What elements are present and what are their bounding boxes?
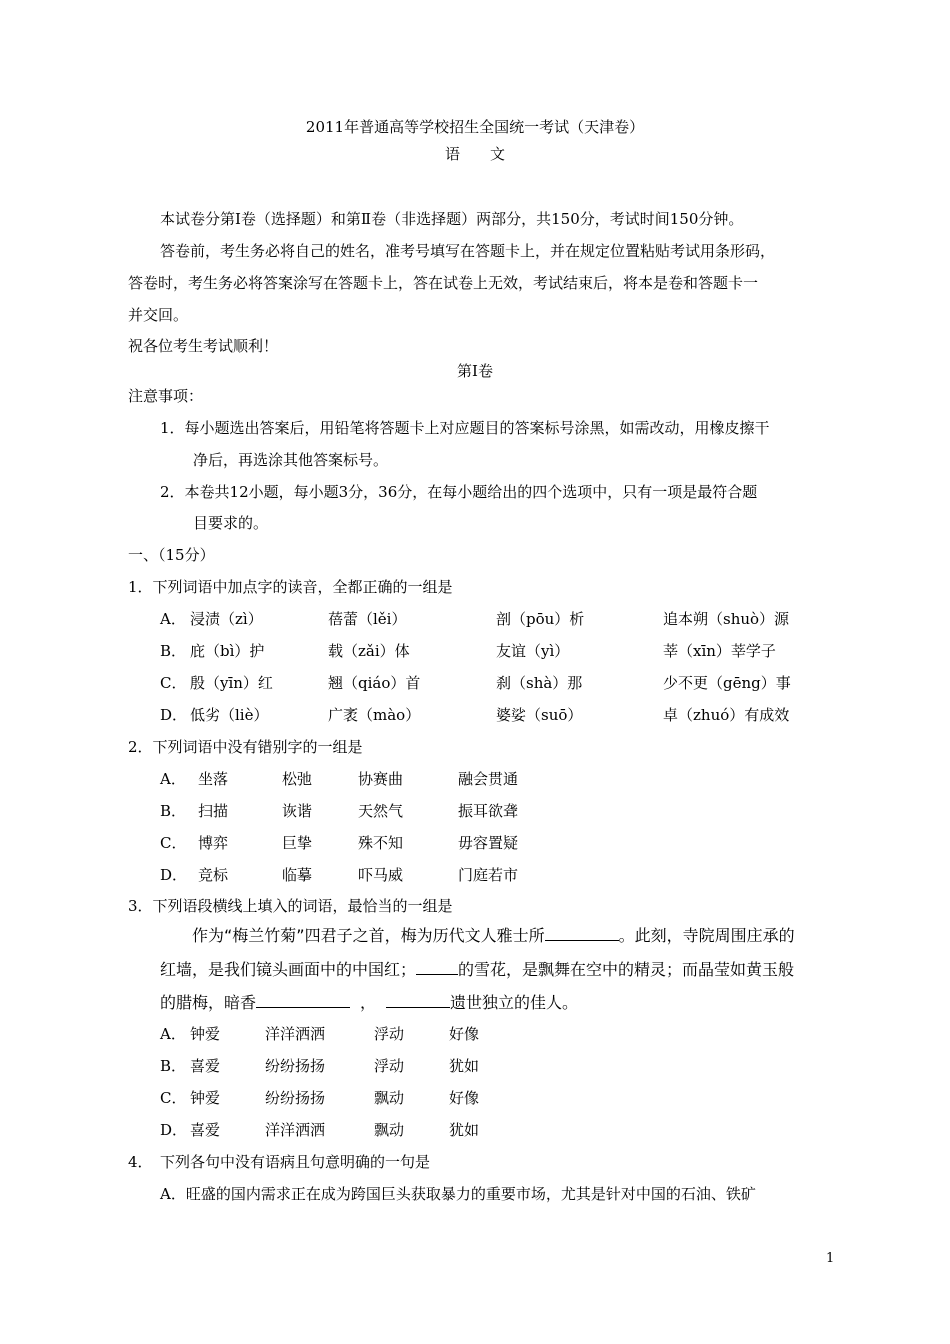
passage-text: 红墙，是我们镜头画面中的中国红； (160, 960, 417, 979)
option-cell: 纷纷扬扬 (265, 1089, 326, 1107)
option-cell: 协赛曲 (358, 770, 404, 788)
option-cell: 追本朔（shuò）源 (663, 610, 790, 628)
option-cell: 好像 (449, 1025, 480, 1043)
option-cell: 好像 (449, 1089, 480, 1107)
question-3-passage-line-1 (192, 924, 795, 946)
option-cell: 毋容置疑 (458, 834, 519, 852)
option-cell: 浮动 (374, 1025, 405, 1043)
option-cell: 钟爱 (190, 1025, 221, 1043)
question-4-stem: 4． 下列各句中没有语病且句意明确的一句是 (128, 1153, 431, 1171)
option-cell: 莘（xīn）莘学子 (663, 642, 776, 660)
intro-paragraph-2-line-1: 答卷前，考生务必将自己的姓名，准考号填写在答题卡上，并在规定位置粘贴考试用条形码， (160, 242, 776, 260)
option-cell: 振耳欲聋 (458, 802, 519, 820)
option-label: A． (160, 610, 186, 628)
option-cell: 喜爱 (190, 1121, 221, 1139)
page-title: 2011年普通高等学校招生全国统一考试（天津卷） (305, 118, 645, 136)
answer-blank-4 (386, 991, 450, 1008)
option-cell: 纷纷扬扬 (265, 1057, 326, 1075)
question-2-stem: 2．下列词语中没有错别字的一组是 (128, 738, 363, 756)
passage-text: 的腊梅，暗香 (160, 993, 257, 1012)
note-2-line-2: 目要求的。 (193, 514, 269, 532)
question-1-stem: 1．下列词语中加点字的读音，全都正确的一组是 (128, 578, 453, 596)
passage-text: 。此刻，寺院周围庄承的 (618, 926, 795, 945)
option-cell: 犹如 (449, 1057, 480, 1075)
option-cell: 吓马威 (358, 866, 404, 884)
question-4-option-a: A．旺盛的国内需求正在成为跨国巨头获取暴力的重要市场，尤其是针对中国的石油、铁矿 (160, 1185, 756, 1203)
option-cell: 扫描 (198, 802, 229, 820)
option-label: D． (160, 706, 188, 724)
option-cell: 浮动 (374, 1057, 405, 1075)
option-label: C． (160, 834, 187, 852)
option-cell: 低劣（liè） (190, 706, 269, 724)
option-label: A． (160, 770, 186, 788)
option-cell: 庇（bì）护 (190, 642, 265, 660)
option-cell: 博弈 (198, 834, 229, 852)
intro-paragraph-2-line-2: 答卷时，考生务必将答案涂写在答题卡上，答在试卷上无效，考试结束后，将本是卷和答题卡一 (128, 274, 759, 292)
question-3-passage-line-3 (160, 991, 578, 1013)
option-cell: 门庭若市 (458, 866, 519, 884)
option-cell: 钟爱 (190, 1089, 221, 1107)
option-label: B． (160, 802, 187, 820)
option-cell: 诙谐 (282, 802, 313, 820)
answer-blank-1 (545, 924, 619, 941)
option-cell: 松弛 (282, 770, 313, 788)
good-luck-line: 祝各位考生考试顺利！ (128, 337, 279, 355)
option-label: C． (160, 674, 187, 692)
option-cell: 洋洋洒洒 (265, 1121, 326, 1139)
passage-text: 的雪花，是飘舞在空中的精灵；而晶莹如黄玉般 (458, 960, 795, 979)
passage-text: 遗世独立的佳人。 (450, 993, 579, 1012)
answer-blank-2 (416, 958, 458, 975)
option-cell: 友谊（yì） (496, 642, 570, 660)
option-cell: 翘（qiáo）首 (328, 674, 421, 692)
option-cell: 临摹 (282, 866, 313, 884)
option-cell: 婆娑（suō） (496, 706, 583, 724)
note-1-line-2: 净后，再选涂其他答案标号。 (193, 451, 389, 469)
option-cell: 浸渍（zì） (190, 610, 263, 628)
subject-title: 语 文 (444, 145, 505, 163)
passage-text: 作为“梅兰竹菊”四君子之首，梅为历代文人雅士所 (192, 926, 545, 945)
option-label: B． (160, 642, 187, 660)
option-cell: 坐落 (198, 770, 229, 788)
question-3-passage-line-2 (160, 958, 794, 980)
option-cell: 巨挚 (282, 834, 313, 852)
option-label: D． (160, 866, 188, 884)
option-cell: 载（zǎi）体 (328, 642, 410, 660)
section-heading: 一、（15分） (128, 546, 215, 564)
option-cell: 飘动 (374, 1089, 405, 1107)
option-label: D． (160, 1121, 188, 1139)
option-label: A． (160, 1025, 186, 1043)
option-cell: 广袤（mào） (328, 706, 421, 724)
option-cell: 剖（pōu）析 (496, 610, 585, 628)
page-number: 1 (826, 1251, 835, 1266)
option-cell: 喜爱 (190, 1057, 221, 1075)
option-cell: 飘动 (374, 1121, 405, 1139)
option-cell: 蓓蕾（lěi） (328, 610, 407, 628)
notes-label: 注意事项： (128, 387, 204, 405)
answer-blank-3 (256, 991, 350, 1008)
option-cell: 卓（zhuó）有成效 (663, 706, 790, 724)
option-cell: 殷（yīn）红 (190, 674, 273, 692)
note-1-line-1: 1．每小题选出答案后，用铅笔将答题卡上对应题目的答案标号涂黑，如需改动，用橡皮擦干 (160, 419, 770, 437)
note-2-line-1: 2．本卷共12小题，每小题3分，36分，在每小题给出的四个选项中，只有一项是最符合题 (160, 483, 758, 501)
part-heading: 第Ⅰ卷 (457, 362, 493, 380)
option-cell: 少不更（gēng）事 (663, 674, 791, 692)
option-cell: 犹如 (449, 1121, 480, 1139)
intro-paragraph-1: 本试卷分第Ⅰ卷（选择题）和第Ⅱ卷（非选择题）两部分，共150分，考试时间150分钟。 (160, 210, 744, 228)
intro-paragraph-2-line-3: 并交回。 (128, 306, 189, 324)
option-label: B． (160, 1057, 187, 1075)
passage-text: ， (360, 993, 377, 1012)
option-cell: 融会贯通 (458, 770, 519, 788)
option-cell: 洋洋洒洒 (265, 1025, 326, 1043)
option-cell: 天然气 (358, 802, 404, 820)
question-3-stem: 3．下列语段横线上填入的词语，最恰当的一组是 (128, 897, 453, 915)
option-cell: 殊不知 (358, 834, 404, 852)
option-cell: 竞标 (198, 866, 229, 884)
option-label: C． (160, 1089, 187, 1107)
option-cell: 刹（shà）那 (496, 674, 583, 692)
